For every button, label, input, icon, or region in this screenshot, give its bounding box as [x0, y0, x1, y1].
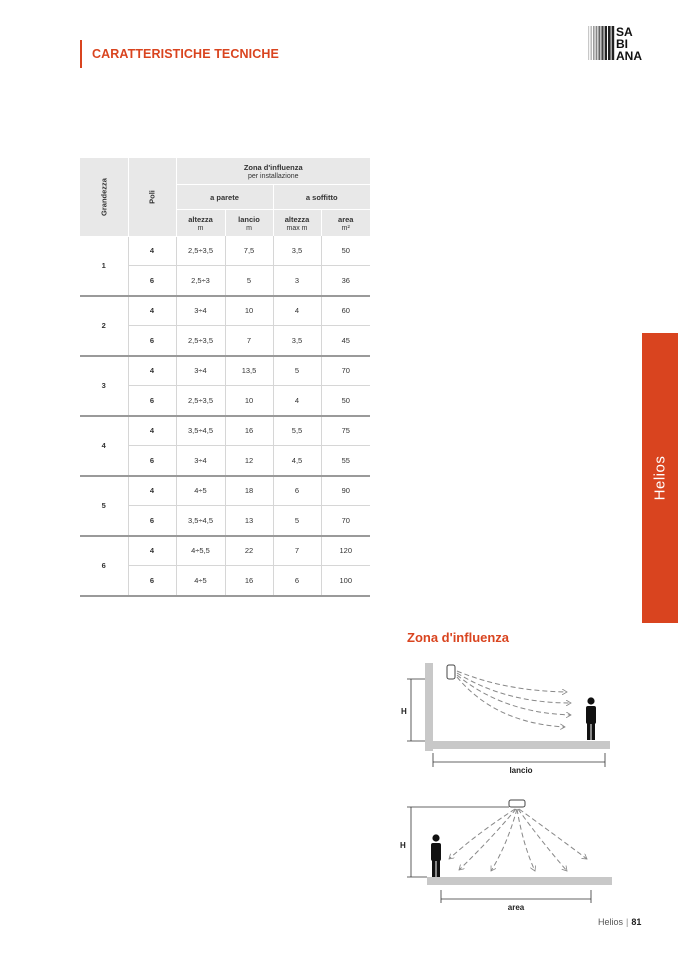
- header-poli: Poli: [128, 158, 176, 236]
- cell-grandezza: 6: [80, 536, 128, 596]
- cell-altezza: 3÷4: [176, 296, 225, 326]
- page-number: 81: [631, 917, 642, 927]
- cell-altezza-max: 5: [273, 356, 321, 386]
- person-icon: [431, 834, 441, 877]
- cell-poli: 4: [128, 236, 176, 266]
- lancio-dimension: [433, 753, 605, 767]
- cell-poli: 4: [128, 296, 176, 326]
- airflow-arrows: [449, 809, 587, 871]
- cell-area: 45: [321, 326, 370, 356]
- floor: [427, 877, 612, 885]
- header-a-soffitto: a soffitto: [273, 185, 370, 210]
- table-row: [80, 416, 370, 446]
- cell-lancio: 16: [225, 416, 273, 446]
- cell-lancio: 10: [225, 296, 273, 326]
- cell-area: 75: [321, 416, 370, 446]
- header-col-altezza-max: altezza max m: [273, 210, 321, 237]
- cell-poli: 6: [128, 326, 176, 356]
- label-h: H: [401, 707, 407, 716]
- cell-altezza-max: 3: [273, 266, 321, 296]
- cell-poli: 4: [128, 476, 176, 506]
- cell-grandezza: 1: [80, 236, 128, 296]
- cell-altezza: 3÷4: [176, 356, 225, 386]
- cell-poli: 6: [128, 446, 176, 476]
- sabiana-logo: [588, 24, 648, 64]
- cell-altezza-max: 3,5: [273, 236, 321, 266]
- cell-altezza-max: 6: [273, 476, 321, 506]
- cell-area: 60: [321, 296, 370, 326]
- cell-poli: 6: [128, 266, 176, 296]
- diagram-title: Zona d'influenza: [407, 630, 510, 645]
- cell-poli: 4: [128, 356, 176, 386]
- logo-line-1: SA: [616, 25, 633, 39]
- height-dimension: [407, 679, 425, 741]
- cell-grandezza: 5: [80, 476, 128, 536]
- header-grandezza: Grandezza: [80, 158, 128, 236]
- cell-lancio: 13,5: [225, 356, 273, 386]
- cell-grandezza: 3: [80, 356, 128, 416]
- footer-separator: |: [626, 917, 629, 927]
- side-tab-label: Helios: [651, 455, 669, 501]
- cell-poli: 6: [128, 386, 176, 416]
- cell-lancio: 12: [225, 446, 273, 476]
- cell-altezza: 3,5÷4,5: [176, 506, 225, 536]
- header-zona-title: Zona d'influenza: [243, 162, 303, 172]
- cell-altezza: 2,5÷3,5: [176, 386, 225, 416]
- cell-grandezza: 2: [80, 296, 128, 356]
- cell-poli: 6: [128, 506, 176, 536]
- logo-line-2: BI: [616, 37, 628, 51]
- header-zona-sub: per installazione: [247, 172, 299, 180]
- page-footer: [598, 917, 641, 927]
- table-row: [80, 356, 370, 386]
- cell-lancio: 7: [225, 326, 273, 356]
- cell-area: 55: [321, 446, 370, 476]
- cell-altezza: 2,5÷3: [176, 266, 225, 296]
- header-a-parete: a parete: [176, 185, 273, 210]
- cell-altezza: 4÷5: [176, 566, 225, 596]
- cell-poli: 4: [128, 416, 176, 446]
- cell-area: 120: [321, 536, 370, 566]
- cell-area: 100: [321, 566, 370, 596]
- wall-mount-diagram: [395, 655, 620, 780]
- cell-altezza: 3,5÷4,5: [176, 416, 225, 446]
- cell-area: 90: [321, 476, 370, 506]
- footer-brand: Helios: [598, 917, 624, 927]
- cell-altezza-max: 4,5: [273, 446, 321, 476]
- cell-altezza: 4÷5,5: [176, 536, 225, 566]
- cell-poli: 4: [128, 536, 176, 566]
- cell-altezza-max: 7: [273, 536, 321, 566]
- cell-altezza-max: 4: [273, 296, 321, 326]
- page-title: [80, 40, 279, 68]
- cell-altezza: 4÷5: [176, 476, 225, 506]
- side-tab-helios: [642, 333, 678, 623]
- airflow-arrows: [457, 671, 571, 727]
- cell-lancio: 13: [225, 506, 273, 536]
- cell-altezza-max: 5: [273, 506, 321, 536]
- cell-altezza: 3÷4: [176, 446, 225, 476]
- cell-lancio: 5: [225, 266, 273, 296]
- person-icon: [586, 697, 596, 740]
- cell-area: 50: [321, 236, 370, 266]
- ceiling-mount-diagram: [395, 795, 620, 915]
- heater-unit-icon: [509, 800, 525, 807]
- cell-area: 70: [321, 356, 370, 386]
- cell-lancio: 22: [225, 536, 273, 566]
- label-lancio: lancio: [509, 766, 533, 775]
- cell-altezza-max: 4: [273, 386, 321, 416]
- header-col-altezza: altezza m: [176, 210, 225, 237]
- page-title-text: CARATTERISTICHE TECNICHE: [92, 47, 279, 61]
- label-area: area: [507, 903, 525, 912]
- header-col-area: area m²: [321, 210, 370, 237]
- logo-line-3: ANA: [616, 49, 642, 63]
- cell-area: 50: [321, 386, 370, 416]
- cell-grandezza: 4: [80, 416, 128, 476]
- spec-table: [80, 158, 370, 597]
- cell-altezza-max: 5,5: [273, 416, 321, 446]
- spec-table-body: [80, 236, 370, 596]
- cell-poli: 6: [128, 566, 176, 596]
- cell-area: 36: [321, 266, 370, 296]
- cell-altezza-max: 6: [273, 566, 321, 596]
- label-h: H: [400, 841, 406, 850]
- table-row: [80, 296, 370, 326]
- floor: [425, 741, 610, 749]
- cell-lancio: 18: [225, 476, 273, 506]
- table-row: [80, 476, 370, 506]
- cell-altezza: 2,5÷3,5: [176, 236, 225, 266]
- height-dimension: [407, 807, 509, 877]
- table-row: [80, 236, 370, 266]
- cell-lancio: 10: [225, 386, 273, 416]
- table-row: [80, 536, 370, 566]
- cell-area: 70: [321, 506, 370, 536]
- cell-lancio: 7,5: [225, 236, 273, 266]
- header-zona: [176, 158, 370, 185]
- heater-unit-icon: [447, 665, 455, 679]
- cell-lancio: 16: [225, 566, 273, 596]
- cell-altezza: 2,5÷3,5: [176, 326, 225, 356]
- header-col-lancio: lancio m: [225, 210, 273, 237]
- wall: [425, 663, 433, 751]
- area-dimension: [441, 890, 591, 903]
- cell-altezza-max: 3,5: [273, 326, 321, 356]
